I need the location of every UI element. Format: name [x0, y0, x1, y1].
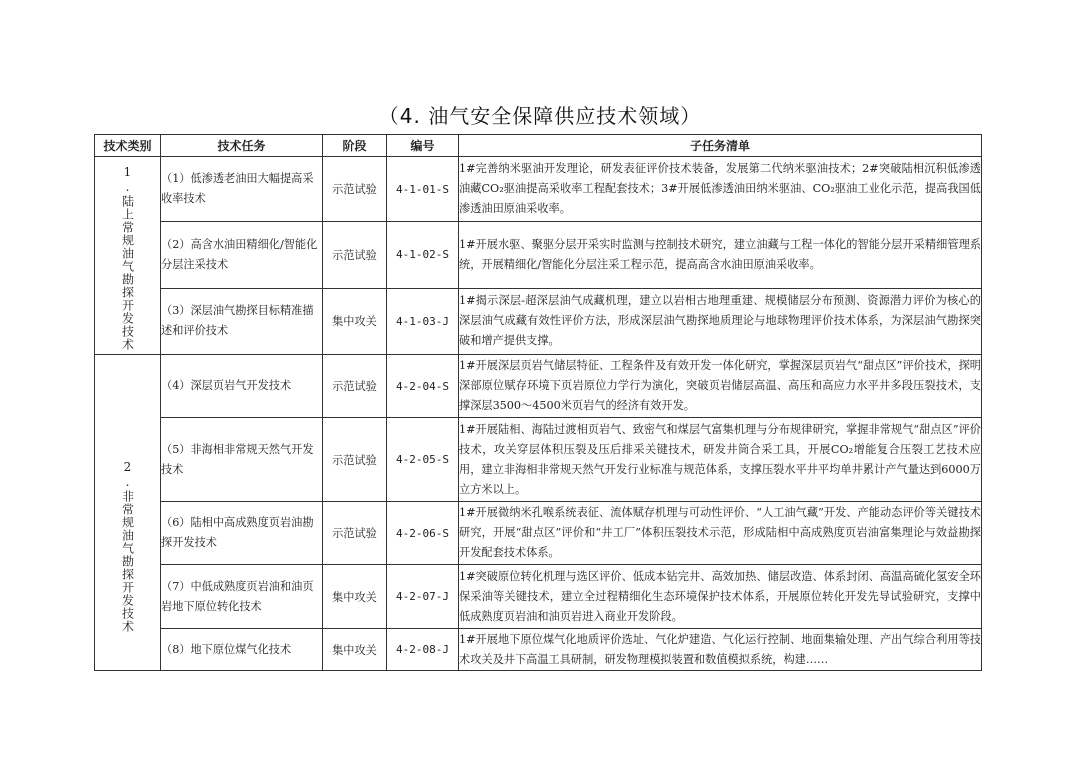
stage-cell: 示范试验: [323, 157, 387, 222]
header-category: 技术类别: [95, 135, 161, 157]
stage-cell: 示范试验: [323, 222, 387, 288]
subtask-cell: 1#开展陆相、海陆过渡相页岩气、致密气和煤层气富集机理与分布规律研究，掌握非常规气“甜点区”评价技术，攻关穿层体积压裂及压后排采关键技术，研发井筒合采工具，开展CO₂增能复合压裂工艺技术应用，建立非海相非常规天然气开发行业标准与规范体系，支撑压裂水平井平均单井累计产气量达到6000万立方米以上。: [459, 418, 982, 502]
page-title: （4. 油气安全保障供应技术领域）: [378, 104, 702, 128]
stage-cell: 示范试验: [323, 502, 387, 565]
subtask-cell: 1#揭示深层-超深层油气成藏机理，建立以岩相古地理重建、规模储层分布预测、资源潜力评价为核心的深层油气成藏有效性评价方法，形成深层油气勘探地质理论与地球物理评价技术体系，为深层油气勘探突破和增产提供支撑。: [459, 288, 982, 354]
table-row: [95, 565, 982, 629]
category-label: 2.非常规油气勘探开发技术: [120, 459, 135, 633]
subtask-cell: 1#突破原位转化机理与选区评价、低成本钻完井、高效加热、储层改造、体系封闭、高温高硫化氢安全环保采油等关键技术，建立全过程精细化生态环境保护技术体系，开展原位转化开发先导试验研究，支撑中低成熟度页岩油和油页岩进入商业开发阶段。: [459, 565, 982, 629]
code-cell: 4-2-05-S: [387, 418, 459, 502]
code-cell: 4-1-02-S: [387, 222, 459, 288]
task-cell: （6）陆相中高成熟度页岩油勘探开发技术: [161, 502, 323, 565]
subtask-cell: 1#开展水驱、聚驱分层开采实时监测与控制技术研究，建立油藏与工程一体化的智能分层开采精细管理系统，开展精细化/智能化分层注采工程示范，提高高含水油田原油采收率。: [459, 222, 982, 288]
table-row: [95, 157, 982, 222]
table-row: [95, 418, 982, 502]
tech-table: [94, 134, 982, 671]
table-row: [95, 222, 982, 288]
header-subtasks: 子任务清单: [459, 135, 982, 157]
stage-cell: 示范试验: [323, 355, 387, 418]
category-cell: [95, 355, 161, 671]
header-stage: 阶段: [323, 135, 387, 157]
code-cell: 4-1-03-J: [387, 288, 459, 354]
task-cell: （2）高含水油田精细化/智能化分层注采技术: [161, 222, 323, 288]
stage-cell: 集中攻关: [323, 288, 387, 354]
subtask-cell-wrapper: [459, 629, 982, 671]
table-row: [95, 629, 982, 671]
task-cell: （1）低渗透老油田大幅提高采收率技术: [161, 157, 323, 222]
stage-cell: 集中攻关: [323, 565, 387, 629]
table-row: [95, 355, 982, 418]
task-cell: （3）深层油气勘探目标精准描述和评价技术: [161, 288, 323, 354]
table-header-row: [95, 135, 982, 157]
task-cell: （8）地下原位煤气化技术: [161, 629, 323, 671]
code-cell: 4-2-07-J: [387, 565, 459, 629]
header-code: 编号: [387, 135, 459, 157]
code-cell: 4-1-01-S: [387, 157, 459, 222]
code-cell: 4-2-04-S: [387, 355, 459, 418]
table-row: [95, 288, 982, 354]
task-cell: （7）中低成熟度页岩油和油页岩地下原位转化技术: [161, 565, 323, 629]
category-cell: [95, 157, 161, 355]
subtask-cell: 1#完善纳米驱油开发理论，研发表征评价技术装备，发展第二代纳米驱油技术；2#突破陆相沉积低渗透油藏CO₂驱油提高采收率工程配套技术；3#开展低渗透油田纳米驱油、CO₂驱油工业化示范，提高我国低渗透油田原油采收率。: [459, 157, 982, 222]
table-row: [95, 502, 982, 565]
stage-cell: 集中攻关: [323, 629, 387, 671]
code-cell: 4-2-06-S: [387, 502, 459, 565]
task-cell: （5）非海相非常规天然气开发技术: [161, 418, 323, 502]
code-cell: 4-2-08-J: [387, 629, 459, 671]
category-label: 1.陆上常规油气勘探开发技术: [120, 165, 135, 351]
task-cell: （4）深层页岩气开发技术: [161, 355, 323, 418]
subtask-text: 1#开展地下原位煤气化地质评价选址、气化炉建造、气化运行控制、地面集输处理、产出气综合利用等技术攻关及井下高温工具研制，研发物理模拟装置和数值模拟系统，构建……: [459, 632, 981, 666]
subtask-cell: 1#开展深层页岩气储层特征、工程条件及有效开发一体化研究，掌握深层页岩气“甜点区”评价技术，探明深部原位赋存环境下页岩原位力学行为演化，突破页岩储层高温、高压和高应力水平井多段压裂技术，支撑深层3500～4500米页岩气的经济有效开发。: [459, 355, 982, 418]
stage-cell: 示范试验: [323, 418, 387, 502]
subtask-cell: 1#开展微纳米孔喉系统表征、流体赋存机理与可动性评价、“人工油气藏”开发、产能动态评价等关键技术研究，开展“甜点区”评价和“井工厂”体积压裂技术示范，形成陆相中高成熟度页岩油富集理论与效益勘探开发配套技术体系。: [459, 502, 982, 565]
header-task: 技术任务: [161, 135, 323, 157]
